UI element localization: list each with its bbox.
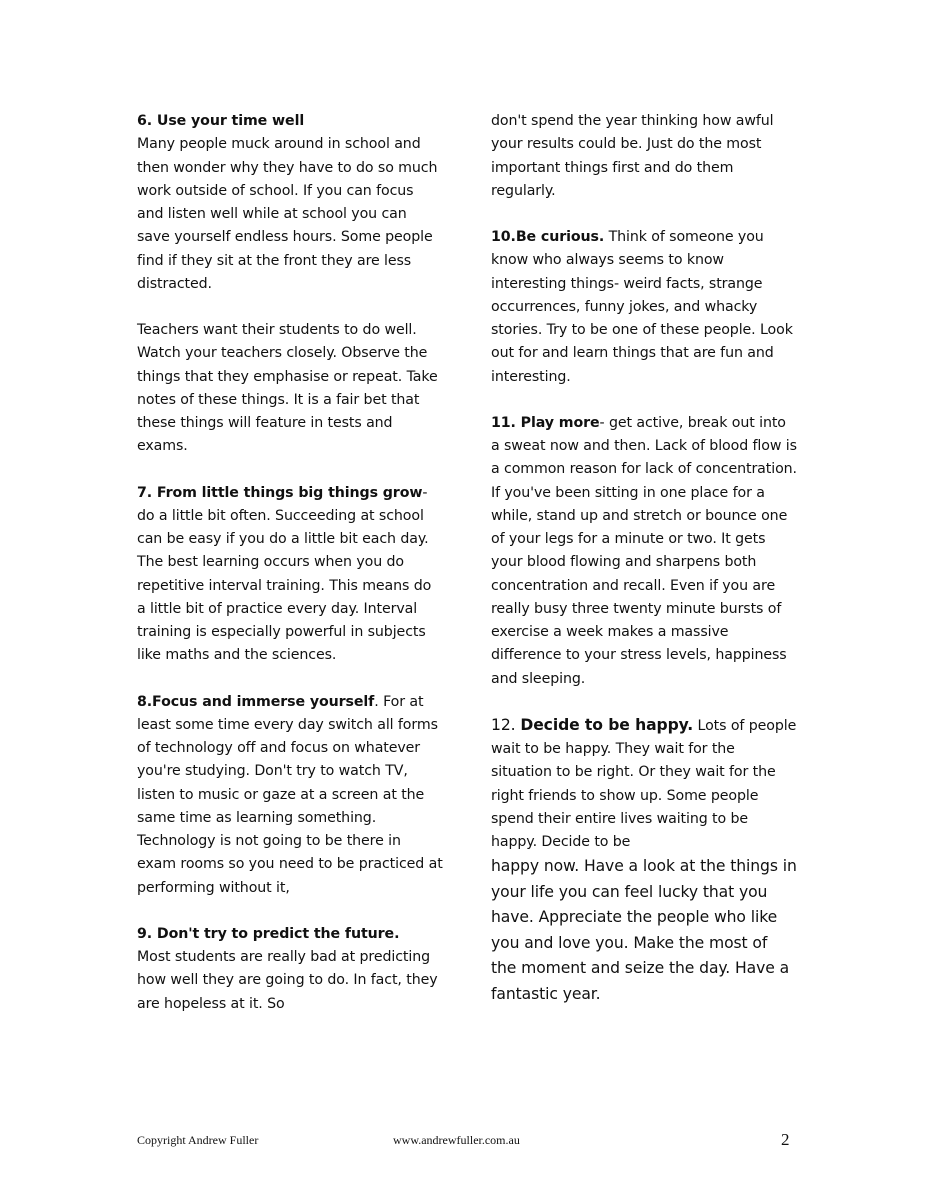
section-6 (137, 110, 443, 296)
section-9-heading: 9. Don't try to predict the future. (137, 925, 400, 942)
section-12 (491, 714, 797, 855)
section-11 (491, 412, 797, 691)
section-9 (137, 923, 443, 1016)
section-7-body: - do a little bit often. Succeeding at school can be easy if you do a little bit each day. The best learning occurs when you do repetitive interval training. This means do a little bit of practice every day. Interval training is especially powerful in subjects like maths and the sciences. (137, 484, 432, 664)
section-8-heading: 8.Focus and immerse yourself (137, 693, 375, 710)
section-8-body: . For at least some time every day switch all forms of technology off and focus on whatever you're studying. Don't try to watch TV, listen to music or gaze at a screen at the same time as learning something. Technology is not going to be there in exam rooms so you need to be practiced at performing without it, (137, 693, 443, 896)
section-10-body: Think of someone you know who always seems to know interesting things- weird facts, strange occurrences, funny jokes, and whacky stories. Try to be one of these people. Look out for and learn things that are fun and interesting. (491, 229, 793, 385)
section-10-heading: 10.Be curious. (491, 229, 605, 245)
section-12-number: 12. (491, 715, 521, 734)
section-9-body: Most students are really bad at predicting how well they are going to do. In fact, they are hopeless at it. So (137, 949, 438, 1012)
section-9-continued: don't spend the year thinking how awful your results could be. Just do the most important things first and do them regularly. (491, 113, 774, 199)
section-10 (491, 226, 797, 389)
right-column (491, 110, 797, 1007)
footer-copyright: Copyright Andrew Fuller (137, 1133, 259, 1147)
section-6-body-2: Teachers want their students to do well. Watch your teachers closely. Observe the things that they emphasise or repeat. Take notes of these things. It is a fair bet that these things will feature in tests and exams. (137, 322, 438, 455)
page-number: 2 (781, 1130, 790, 1149)
section-6-heading: 6. Use your time well (137, 113, 305, 129)
footer-website: www.andrewfuller.com.au (393, 1133, 520, 1147)
section-6-body: Many people muck around in school and then wonder why they have to do so much work outside of school. If you can focus and listen well while at school you can save yourself endless hours. Some people find if they sit at the front they are less distracted. (137, 136, 438, 292)
section-12-body-large: happy now. Have a look at the things in your life you can feel lucky that you have. Appreciate the people who like you and love you. Make the most of the moment and seize the day. Have a fantastic year. (491, 857, 797, 1003)
left-column (137, 110, 443, 1016)
section-12-heading: Decide to be happy. (520, 715, 694, 734)
section-7-heading: 7. From little things big things grow (137, 484, 423, 501)
section-11-heading: 11. Play more (491, 414, 600, 431)
section-11-body: - get active, break out into a sweat now and then. Lack of blood flow is a common reason for lack of concentration. If you've been sitting in one place for a while, stand up and stretch or bounce one of your legs for a minute or two. It gets your blood flowing and sharpens both concentration and recall. Even if you are really busy three twenty minute bursts of exercise a week makes a massive difference to your stress levels, happiness and sleeping. (491, 414, 797, 687)
section-12-body: Lots of people wait to be happy. They wait for the situation to be right. Or they wait for the right friends to show up. Some people spend their entire lives waiting to be happy. Decide to be (491, 717, 797, 850)
section-8 (137, 691, 443, 900)
page-footer (0, 1130, 927, 1152)
section-7 (137, 482, 443, 668)
